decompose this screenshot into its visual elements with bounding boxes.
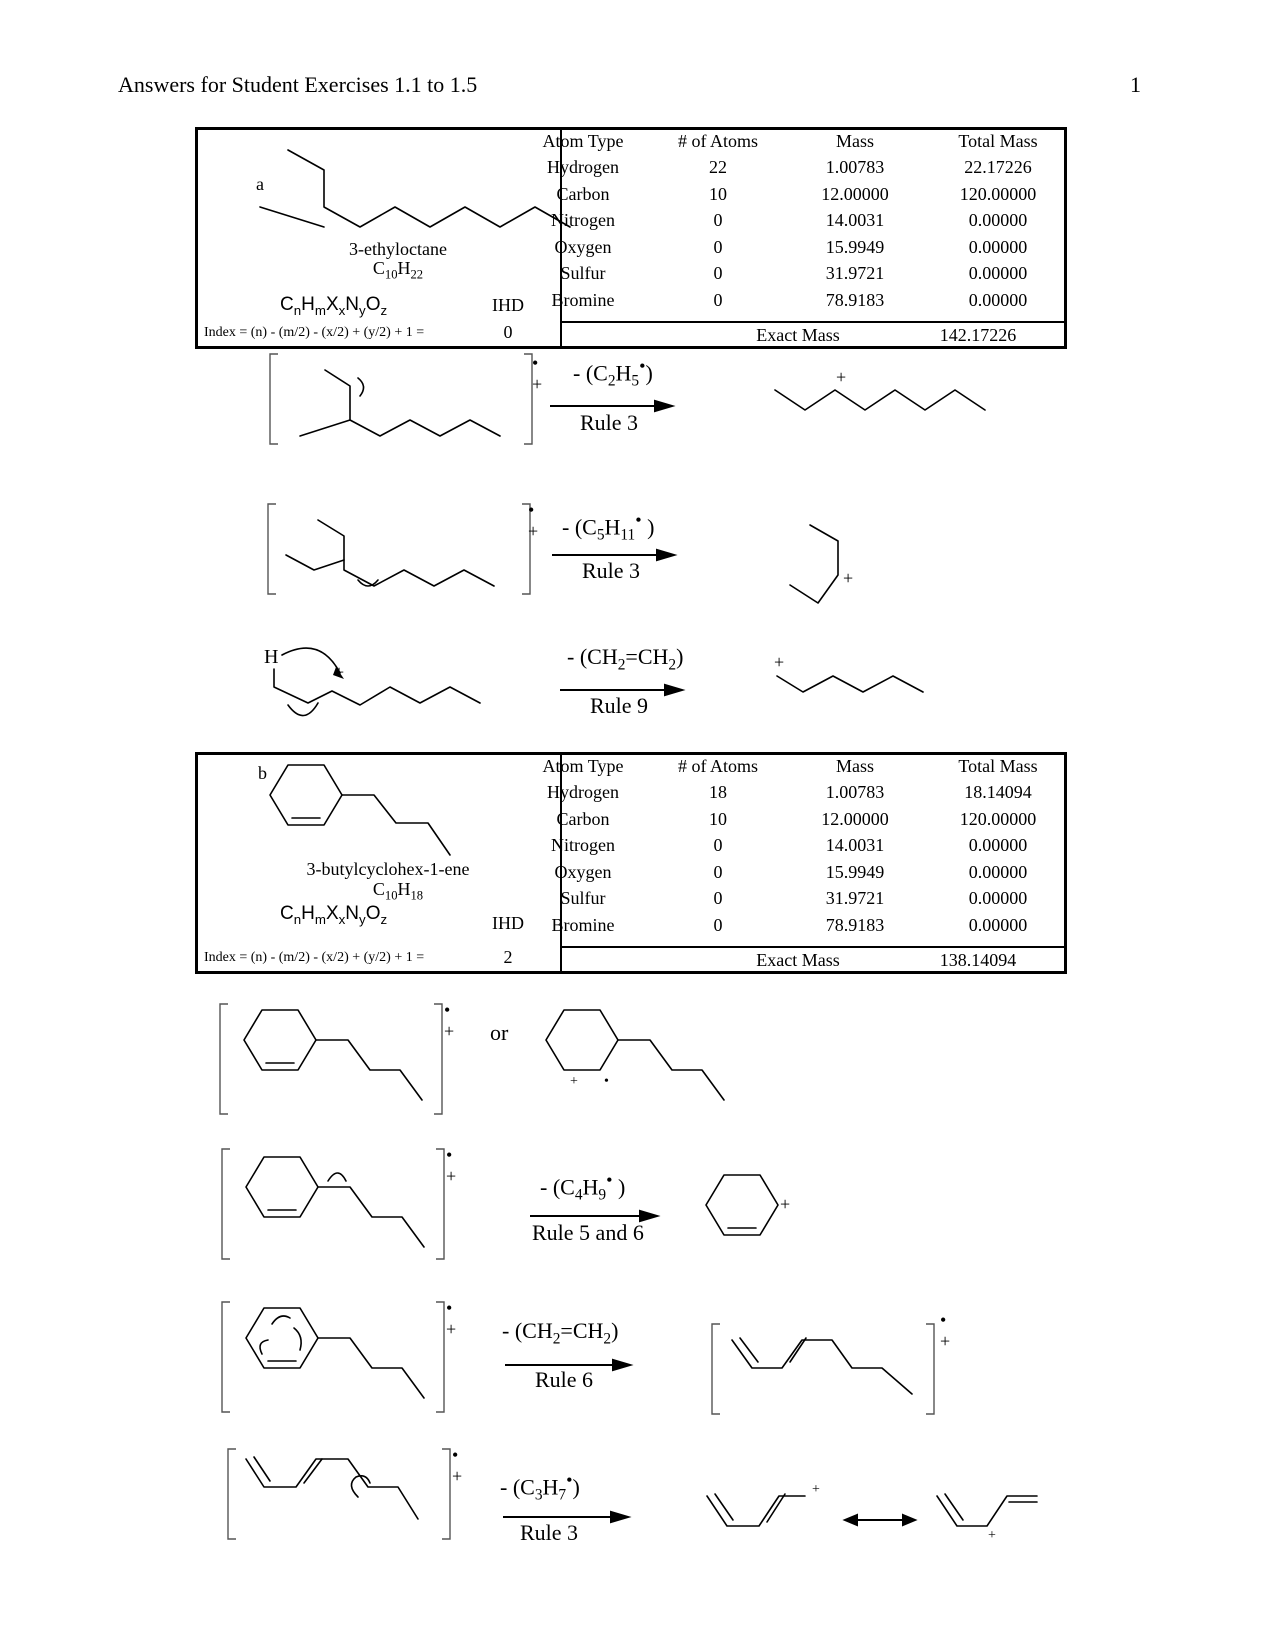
table-a-header-1: # of Atoms	[677, 131, 758, 151]
table-a-cell: 15.9949	[825, 236, 885, 257]
table-a-cell: 22	[709, 157, 727, 177]
table-b-cell: Oxygen	[554, 861, 612, 882]
table-b-header-0: Atom Type	[542, 756, 624, 776]
table-b-cell: 1.00783	[825, 782, 885, 802]
table-a-cell: 1.00783	[825, 157, 885, 177]
exact-mass-value-b: 138.14094	[939, 950, 1017, 970]
compound-b-structure	[198, 755, 560, 865]
table-b-cell: 10	[709, 808, 727, 829]
table-a-cell: 14.0031	[825, 210, 885, 230]
table-a-cell: Nitrogen	[551, 210, 615, 230]
exact-mass-label-a: Exact Mass	[756, 325, 840, 345]
radical-cation-5: • +	[446, 1298, 457, 1339]
table-b-cell: 0	[713, 914, 723, 935]
table-a-cell: Oxygen	[554, 236, 612, 257]
index-formula-b: Index = (n) - (m/2) - (x/2) + (y/2) + 1 =	[204, 950, 425, 965]
reaction-1-product	[775, 375, 1005, 435]
radical-cation-6: • +	[452, 1445, 463, 1486]
table-b-header-3: Total Mass	[958, 756, 1038, 776]
product-6b-charge: +	[988, 1528, 996, 1543]
reaction-3-loss: - $(CH_2=CH_2)$	[567, 644, 684, 674]
compound-a-name: 3-ethyloctane	[349, 239, 447, 259]
table-b-cell: 0	[713, 835, 723, 855]
table-b-cell: 18.14094	[964, 782, 1032, 802]
reaction-5-loss: - $(CH_2=CH_2)$	[502, 1318, 619, 1348]
compound-b-formula: $C_{10}H_{18}$	[372, 879, 424, 903]
reaction-3-reactant	[260, 645, 510, 735]
reaction-3-charge: +	[334, 662, 345, 682]
product-1-charge: +	[836, 367, 847, 387]
table-a-cell: 0.00000	[968, 289, 1028, 310]
table-b-cell: 12.00000	[821, 808, 889, 829]
b-molecular-ion-alt	[540, 1000, 740, 1120]
table-a-cell: 22.17226	[964, 157, 1032, 177]
radical-cation-4: • +	[446, 1145, 457, 1186]
table-b-cell: 0.00000	[968, 835, 1028, 855]
general-formula-b: $C_nH_mX_xN_yO_z$	[280, 903, 388, 927]
table-b-cell: 14.0031	[825, 835, 885, 855]
table-a-cell: 0.00000	[968, 236, 1028, 257]
table-b-header-1: # of Atoms	[677, 756, 758, 776]
reaction-3-product	[775, 670, 945, 720]
reaction-5-rule: Rule 6	[535, 1367, 594, 1392]
table-a-cell: Hydrogen	[547, 157, 619, 177]
table-b-cell: 31.9721	[825, 888, 885, 908]
compound-b-panel	[195, 752, 1067, 974]
compound-b-letter: b	[258, 763, 267, 783]
table-b-cell: Carbon	[556, 808, 610, 829]
reaction-4-loss: - ($C_4H_9^•$ )	[540, 1170, 626, 1204]
table-b-cell: Nitrogen	[551, 835, 615, 855]
exact-mass-value-a: 142.17226	[939, 325, 1017, 345]
compound-a-panel	[195, 127, 1067, 349]
hydrogen-atom-label: H	[264, 646, 279, 668]
table-a-header-3: Total Mass	[958, 131, 1038, 151]
compound-a-formula: $C_{10}H_{22}$	[372, 258, 424, 282]
table-b-header-2: Mass	[835, 756, 874, 776]
ihd-value-a: 0	[503, 322, 513, 342]
table-a-cell: 120.00000	[959, 183, 1037, 204]
product-3-charge: +	[774, 652, 785, 672]
exact-mass-label-b: Exact Mass	[756, 950, 840, 970]
or-label: or	[490, 1020, 509, 1045]
reaction-6-rule: Rule 3	[520, 1520, 579, 1545]
table-a-cell: Bromine	[551, 289, 615, 310]
table-b-cell: 120.00000	[959, 808, 1037, 829]
product-6a-charge: +	[812, 1482, 820, 1497]
table-a-cell: 0.00000	[968, 263, 1028, 283]
reaction-1-rule: Rule 3	[580, 410, 639, 435]
reaction-2-reactant	[268, 500, 538, 600]
table-a-cell: 12.00000	[821, 183, 889, 204]
reaction-6-product-a	[705, 1490, 825, 1540]
table-b-cell: 0	[713, 888, 723, 908]
table-a-cell: 0	[713, 210, 723, 230]
table-b-cell: 15.9949	[825, 861, 885, 882]
ihd-label-a: IHD	[492, 295, 524, 315]
reaction-1-loss: - $(C_2H_5^•)$	[573, 356, 653, 390]
table-b-cell: Hydrogen	[547, 782, 619, 802]
product-2-charge: +	[843, 568, 854, 588]
table-a-header-0: Atom Type	[542, 131, 624, 151]
radical-cation-2: • +	[528, 500, 539, 541]
table-b-cell: 0.00000	[968, 914, 1028, 935]
ihd-label-b: IHD	[492, 913, 524, 933]
resonance-arrow	[845, 1512, 915, 1528]
reaction-5-reactant	[222, 1298, 452, 1418]
index-formula-a: Index = (n) - (m/2) - (x/2) + (y/2) + 1 =	[204, 325, 425, 340]
alt-charge: +	[570, 1074, 578, 1089]
general-formula-a: $C_nH_mX_xN_yO_z$	[280, 294, 388, 318]
table-b-cell: 0.00000	[968, 888, 1028, 908]
table-a-cell: 0	[713, 263, 723, 283]
reaction-1-reactant	[270, 350, 543, 450]
compound-b-name: 3-butylcyclohex-1-ene	[306, 859, 470, 879]
reaction-6-loss: - $(C_3H_7^•)$	[500, 1470, 580, 1504]
radical-cation-1: • +	[532, 353, 543, 394]
compound-a-letter: a	[256, 174, 264, 194]
table-b-cell: 0	[713, 861, 723, 882]
reaction-6-reactant	[228, 1445, 458, 1545]
radical-cation-5p: • +	[940, 1310, 951, 1351]
page-number: 1	[1130, 72, 1141, 97]
page-header-title: Answers for Student Exercises 1.1 to 1.5	[118, 72, 478, 97]
reaction-2-loss: - ($C_5H_{11}^•$ )	[562, 510, 655, 544]
alt-radical: •	[604, 1074, 609, 1089]
table-b-cell: 78.9183	[825, 914, 885, 935]
table-a-cell: 0	[713, 289, 723, 310]
table-a-cell: 31.9721	[825, 263, 885, 283]
table-a-cell: 0.00000	[968, 210, 1028, 230]
table-a-cell: 0	[713, 236, 723, 257]
table-b-cell: Bromine	[551, 914, 615, 935]
reaction-2-product	[790, 515, 890, 615]
table-a-cell: 10	[709, 183, 727, 204]
radical-cation-b1: • +	[444, 1000, 455, 1041]
table-a-cell: 78.9183	[825, 289, 885, 310]
reaction-2-rule: Rule 3	[582, 558, 641, 583]
table-a-cell: Sulfur	[560, 263, 606, 283]
reaction-5-product	[712, 1320, 942, 1420]
reaction-3-rule: Rule 9	[590, 693, 649, 718]
table-a-header-2: Mass	[835, 131, 874, 151]
ihd-value-b: 2	[503, 947, 513, 967]
reaction-4-rule: Rule 5 and 6	[532, 1220, 644, 1245]
table-b-cell: Sulfur	[560, 888, 606, 908]
table-b-cell: 0.00000	[968, 861, 1028, 882]
table-b-cell: 18	[709, 782, 727, 802]
product-4-charge: +	[780, 1194, 791, 1214]
reaction-4-reactant	[222, 1145, 452, 1265]
b-molecular-ion-bracket	[220, 1000, 450, 1120]
table-a-cell: Carbon	[556, 183, 610, 204]
